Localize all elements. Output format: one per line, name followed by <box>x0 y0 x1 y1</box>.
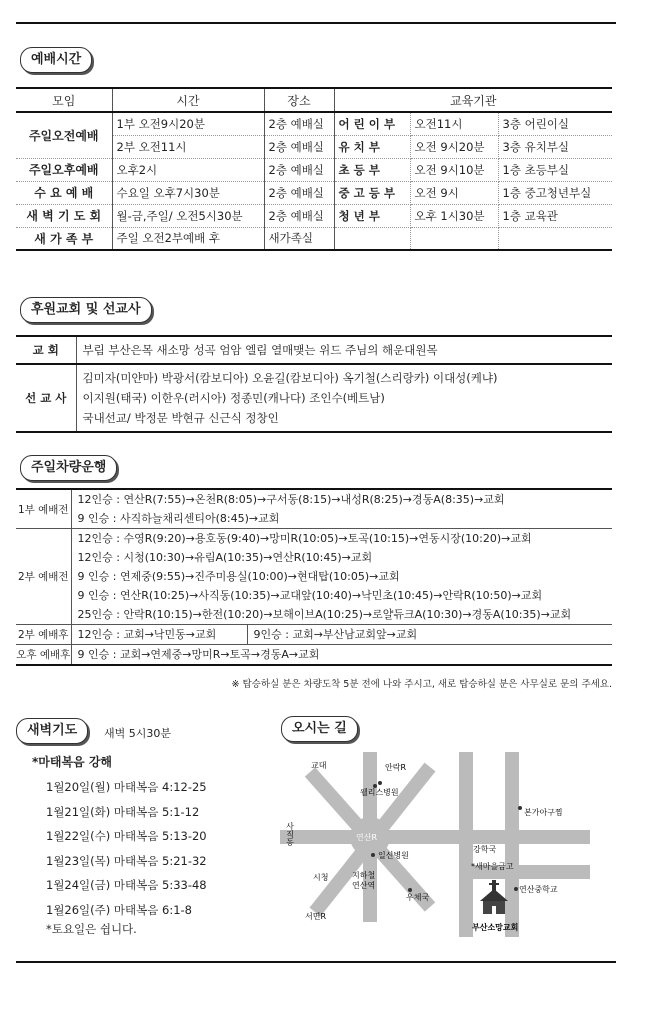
edu-place <box>498 227 612 250</box>
map-label-ilsin: 일신병원 <box>378 851 409 860</box>
church-list <box>76 336 612 364</box>
poi-dot <box>518 806 522 810</box>
map-label-yeonsanyeok: 연산역 <box>352 881 376 890</box>
bus-section-title: 주일차량운행 <box>20 455 117 481</box>
church-icon <box>480 880 508 914</box>
bus-route: 9 인승 : 연산R(10:25)→사직동(10:35)→교대앞(10:40)→낙민초(10:45)→안락R(10:50)→교회 <box>77 589 543 602</box>
plan-title: *마태복음 강해 <box>32 755 113 769</box>
bus-route: 9인승 : 교회→부산남교회앞→교회 <box>253 628 418 641</box>
meeting-place: 2층 예배실 <box>264 112 334 135</box>
list-item: 1월23일(목) 마태복음 5:21-32 <box>46 853 207 868</box>
dawn-section-title: 새벽기도 <box>16 718 88 744</box>
map-label-seomyeon: 서면R <box>305 912 327 921</box>
worship-table-header <box>16 88 612 112</box>
bus-group-routes <box>71 529 612 625</box>
bus-route: 9 인승 : 연제중(9:55)→진주미용실(10:00)→현대탑(10:05)→교회 <box>77 570 400 583</box>
worship-table <box>16 87 612 251</box>
header-education: 교육기관 <box>334 88 612 112</box>
bus-route: 12인승 : 수영R(9:20)→용호동(9:40)→망미R(10:05)→토곡(10:15)→연동시장(10:20)→교회 <box>77 532 532 545</box>
bus-route: 9 인승 : 교회→연제중→망미R→토곡→경동A→교회 <box>77 648 320 661</box>
meeting-name: 수 요 예 배 <box>16 181 112 204</box>
bus-route: 12인승 : 연산R(7:55)→온천R(8:05)→구서동(8:15)→내성R(8:25)→경동A(8:35)→교회 <box>77 493 505 506</box>
map-label-sajikdong-text: 사직동 <box>285 822 295 846</box>
edu-dept: 청 년 부 <box>334 204 410 227</box>
church-names: 부림 부산은목 새소망 성곡 엄암 엘림 열매맺는 위드 주님의 해운대원목 <box>82 343 438 357</box>
bus-route: 9 인승 : 사직하늘채리센티아(8:45)→교회 <box>77 512 280 525</box>
edu-dept: 어 린 이 부 <box>334 112 410 135</box>
edu-time: 오전 9시20분 <box>410 135 498 158</box>
missionary-row <box>16 364 612 432</box>
map-label-yeonsan: 연산R <box>356 833 378 842</box>
table-row <box>16 181 612 204</box>
bus-route: 25인승 : 안락R(10:15)→한전(10:20)→보해이브A(10:25)→로얄듀크A(10:30)→경동A(10:35)→교회 <box>77 608 572 621</box>
edu-dept: 중 고 등 부 <box>334 181 410 204</box>
map-label-welliseu: 웰리스병원 <box>360 788 399 797</box>
poi-dot <box>408 888 412 892</box>
bus-group-first <box>16 489 612 529</box>
bus-group-routes <box>71 489 612 529</box>
header-place: 장소 <box>264 88 334 112</box>
edu-place: 1층 교육관 <box>498 204 612 227</box>
map-label-sajikdong <box>285 821 294 846</box>
edu-time: 오전11시 <box>410 112 498 135</box>
meeting-time: 수요일 오후7시30분 <box>112 181 264 204</box>
edu-time <box>410 227 498 250</box>
meeting-place: 2층 예배실 <box>264 181 334 204</box>
mission-table <box>16 335 612 433</box>
poi-dot <box>371 853 375 857</box>
church-label: 교 회 <box>16 336 76 364</box>
bus-route: 12인승 : 교회→낙민동→교회 <box>77 628 217 641</box>
bottom-rule <box>16 961 616 963</box>
bus-group-pm <box>16 645 612 666</box>
map-label-ganghak: 강학국 <box>473 845 497 854</box>
edu-time: 오전 9시10분 <box>410 158 498 181</box>
poi-dot <box>378 781 382 785</box>
bus-group-routes <box>71 645 612 666</box>
table-row <box>16 112 612 135</box>
edu-place: 1층 중고청년부실 <box>498 181 612 204</box>
meeting-time: 월-금,주일/ 오전5시30분 <box>112 204 264 227</box>
mission-section-title: 후원교회 및 선교사 <box>20 297 152 323</box>
poi-dot <box>373 784 377 788</box>
bus-route: 12인승 : 시청(10:30)→유림A(10:35)→연산R(10:45)→교회 <box>77 551 373 564</box>
meeting-place: 2층 예배실 <box>264 158 334 181</box>
meeting-time: 2부 오전11시 <box>112 135 264 158</box>
directions-map <box>280 752 590 947</box>
edu-time: 오후 1시30분 <box>410 204 498 227</box>
meeting-name: 주일오전예배 <box>16 112 112 158</box>
map-label-ujeguk: 우체국 <box>406 893 430 902</box>
list-item: 1월26일(주) 마태복음 6:1-8 <box>46 902 192 917</box>
list-item: 1월22일(수) 마태복음 5:13-20 <box>46 829 207 843</box>
edu-dept: 초 등 부 <box>334 158 410 181</box>
edu-dept: 유 치 부 <box>334 135 410 158</box>
bus-group-label: 1부 예배전 <box>16 489 71 529</box>
list-item: 1월21일(화) 마태복음 5:1-12 <box>46 804 200 819</box>
map-label-church: 부산소망교회 <box>472 923 519 932</box>
bus-route-cell <box>247 625 612 645</box>
edu-place: 1층 초등부실 <box>498 158 612 181</box>
list-item: 1월20일(월) 마태복음 4:12-25 <box>46 780 207 794</box>
map-label-saemaeul: *새마을금고 <box>471 862 514 871</box>
bus-note: ※ 탑승하실 분은 차량도착 5분 전에 나와 주시고, 새로 탑승하실 분은 사무실로 문의 주세요. <box>231 679 612 690</box>
bus-table <box>16 488 612 666</box>
meeting-name: 주일오후예배 <box>16 158 112 181</box>
church-row <box>16 336 612 364</box>
edu-place: 3층 어린이실 <box>498 112 612 135</box>
meeting-time: 주일 오전2부예배 후 <box>112 227 264 250</box>
dawn-time: 새벽 5시30분 <box>104 727 171 740</box>
edu-dept <box>334 227 410 250</box>
header-meeting: 모임 <box>16 88 112 112</box>
missionary-line: 김미자(미얀마) 박광서(캄보디아) 오윤길(캄보디아) 옥기철(스리랑카) 이대성(케냐) <box>82 371 498 385</box>
meeting-time: 1부 오전9시20분 <box>112 112 264 135</box>
bus-group-label: 2부 예배후 <box>16 625 71 645</box>
edu-place: 3층 유치부실 <box>498 135 612 158</box>
plan-note: *토요일은 쉽니다. <box>46 922 137 936</box>
worship-section-title: 예배시간 <box>20 47 92 73</box>
map-label-anrak: 안락R <box>385 763 407 772</box>
table-row <box>16 227 612 250</box>
poi-dot <box>514 887 518 891</box>
meeting-place: 2층 예배실 <box>264 135 334 158</box>
missionary-list <box>76 364 612 432</box>
meeting-place: 2층 예배실 <box>264 204 334 227</box>
missionary-line: 이지원(태국) 이한우(러시아) 정종민(캐나다) 조인수(베트남) <box>82 391 385 405</box>
map-roads <box>280 752 590 937</box>
top-rule <box>16 22 616 24</box>
header-time: 시간 <box>112 88 264 112</box>
map-label-sicheong: 시청 <box>313 873 329 882</box>
bus-group-label: 2부 예배전 <box>16 529 71 625</box>
map-label-gyodae: 교대 <box>311 761 327 770</box>
map-label-jihacheol: 지하철 <box>352 871 376 880</box>
missionary-line: 국내선교/ 박정문 박현규 신근식 정창인 <box>82 411 279 425</box>
meeting-name: 새 가 족 부 <box>16 227 112 250</box>
missionary-label: 선 교 사 <box>16 364 76 432</box>
bus-group-label: 오후 예배후 <box>16 645 71 666</box>
meeting-name: 새 벽 기 도 회 <box>16 204 112 227</box>
bus-group-second <box>16 529 612 625</box>
meeting-time: 오후2시 <box>112 158 264 181</box>
map-label-yeonsanmiddle: 연산중학교 <box>519 885 558 894</box>
edu-time: 오전 9시 <box>410 181 498 204</box>
plan-list <box>46 775 207 922</box>
list-item: 1월24일(금) 마태복음 5:33-48 <box>46 878 207 892</box>
table-row <box>16 204 612 227</box>
bus-group-after <box>16 625 612 645</box>
bus-route-cell <box>71 625 247 645</box>
directions-section-title: 오시는 길 <box>281 716 358 742</box>
meeting-place: 새가족실 <box>264 227 334 250</box>
map-label-bonga: 본가아구찜 <box>524 808 563 817</box>
table-row <box>16 158 612 181</box>
